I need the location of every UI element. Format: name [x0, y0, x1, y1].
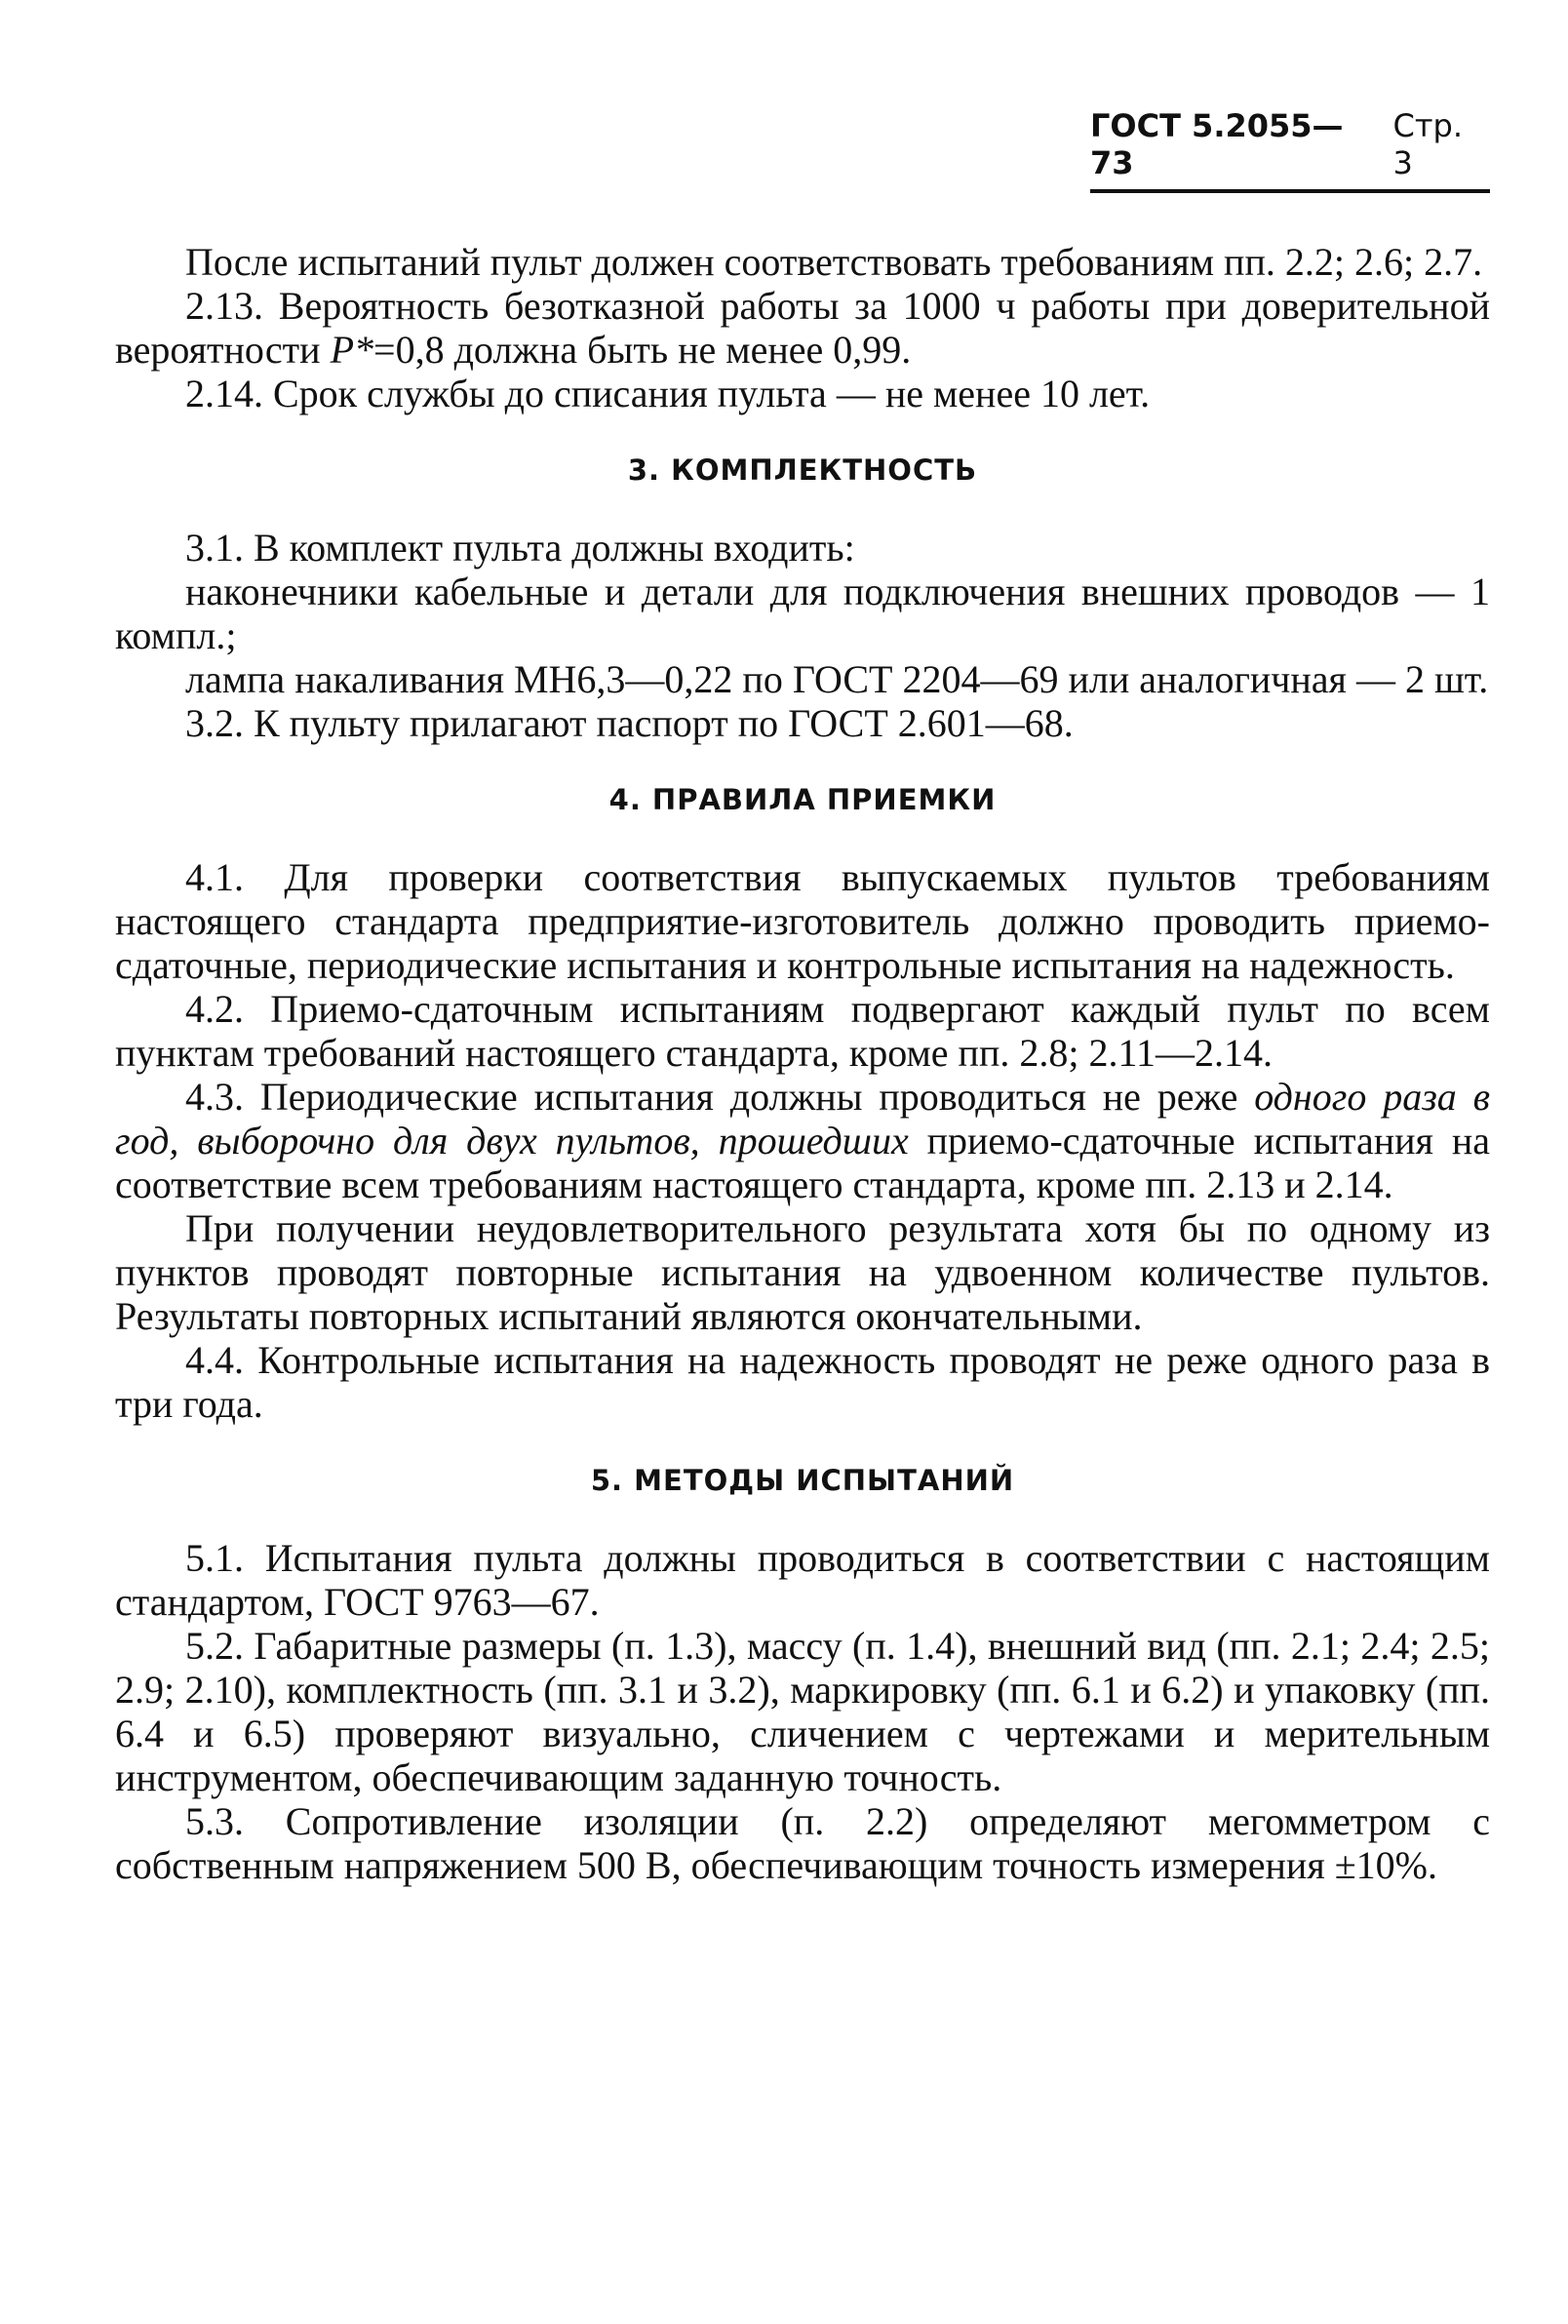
paragraph-3-1-item-2: лампа накаливания МН6,3—0,22 по ГОСТ 2204—69 или аналогичная — 2 шт. — [185, 657, 1489, 701]
document-page — [115, 107, 1490, 1887]
paragraph-3-1: 3.1. В комплект пульта должны входить: — [185, 526, 855, 570]
paragraph-5-1: 5.1. Испытания пульта должны проводиться в соответствии с настоящим стандартом, ГОСТ 9763—67. — [115, 1536, 1490, 1624]
paragraph-2-14: 2.14. Срок службы до списания пульта — не менее 10 лет. — [185, 372, 1151, 415]
paragraph-4-3-italic: одного раза в год, выборочно для двух пультов, прошедших — [115, 1075, 1491, 1162]
standard-number: ГОСТ 5.2055—73 — [1090, 107, 1344, 181]
probability-symbol: P* — [330, 328, 374, 372]
paragraph-2-13-text: 2.13. Вероятность безотказной работы за 1000 ч работы при доверительной вероятности — [115, 284, 1490, 372]
paragraph-4-2: 4.2. Приемо-сдаточным испытаниям подвергают каждый пульт по всем пунктам требований настоящего стандарта, кроме пп. 2.8; 2.11—2.14. — [115, 987, 1490, 1075]
paragraph-3-1-item-1: наконечники кабельные и детали для подключения внешних проводов — 1 компл.; — [115, 570, 1490, 657]
paragraph-after-tests: После испытаний пульт должен соответствовать требованиям пп. 2.2; 2.6; 2.7. — [185, 240, 1483, 284]
page-number: Стр. 3 — [1392, 107, 1463, 181]
section-3-title: 3. КОМПЛЕКТНОСТЬ — [627, 453, 978, 487]
paragraph-5-3: 5.3. Сопротивление изоляции (п. 2.2) определяют мегомметром с собственным напряжением 500 В, обеспечивающим точность измерения ±10%. — [115, 1799, 1490, 1887]
paragraph-2-13-tail: =0,8 должна быть не менее 0,99. — [373, 328, 912, 372]
document-body — [115, 240, 1490, 1887]
paragraph-2-13 — [115, 284, 1490, 372]
paragraph-4-3-end: приемо-сдаточные испытания на соответствие всем требованиям настоящего стандарта, кроме пп. 2.13 и 2.14. — [115, 1119, 1490, 1206]
page-header — [1090, 107, 1490, 193]
section-5-title: 5. МЕТОДЫ ИСПЫТАНИЙ — [590, 1464, 1015, 1497]
paragraph-4-4: 4.4. Контрольные испытания на надежность проводят не реже одного раза в три года. — [115, 1338, 1490, 1426]
section-4-title: 4. ПРАВИЛА ПРИЕМКИ — [608, 783, 997, 816]
paragraph-4-3-start: 4.3. Периодические испытания должны проводиться не реже — [185, 1075, 1238, 1119]
paragraph-4-1: 4.1. Для проверки соответствия выпускаемых пультов требованиям настоящего стандарта предприятие-изготовитель должно проводить приемо-сдаточные, периодические испытания и контрольные испытания на надежность. — [115, 855, 1490, 987]
paragraph-3-2: 3.2. К пульту прилагают паспорт по ГОСТ 2.601—68. — [185, 701, 1074, 745]
paragraph-4-3 — [115, 1075, 1490, 1206]
paragraph-5-2: 5.2. Габаритные размеры (п. 1.3), массу (п. 1.4), внешний вид (пп. 2.1; 2.4; 2.5; 2.9; 2.10), комплектность (пп. 3.1 и 3.2), маркировку (пп. 6.1 и 6.2) и упаковку (пп. 6.4 и 6.5) проверяют визуально, сличением с чертежами и мерительным инструментом, обеспечивающим заданную точность. — [115, 1624, 1490, 1799]
paragraph-4-3-repeat-tests: При получении неудовлетворительного результата хотя бы по одному из пунктов проводят повторные испытания на удвоенном количестве пультов. Результаты повторных испытаний являются окончательными. — [115, 1206, 1490, 1338]
